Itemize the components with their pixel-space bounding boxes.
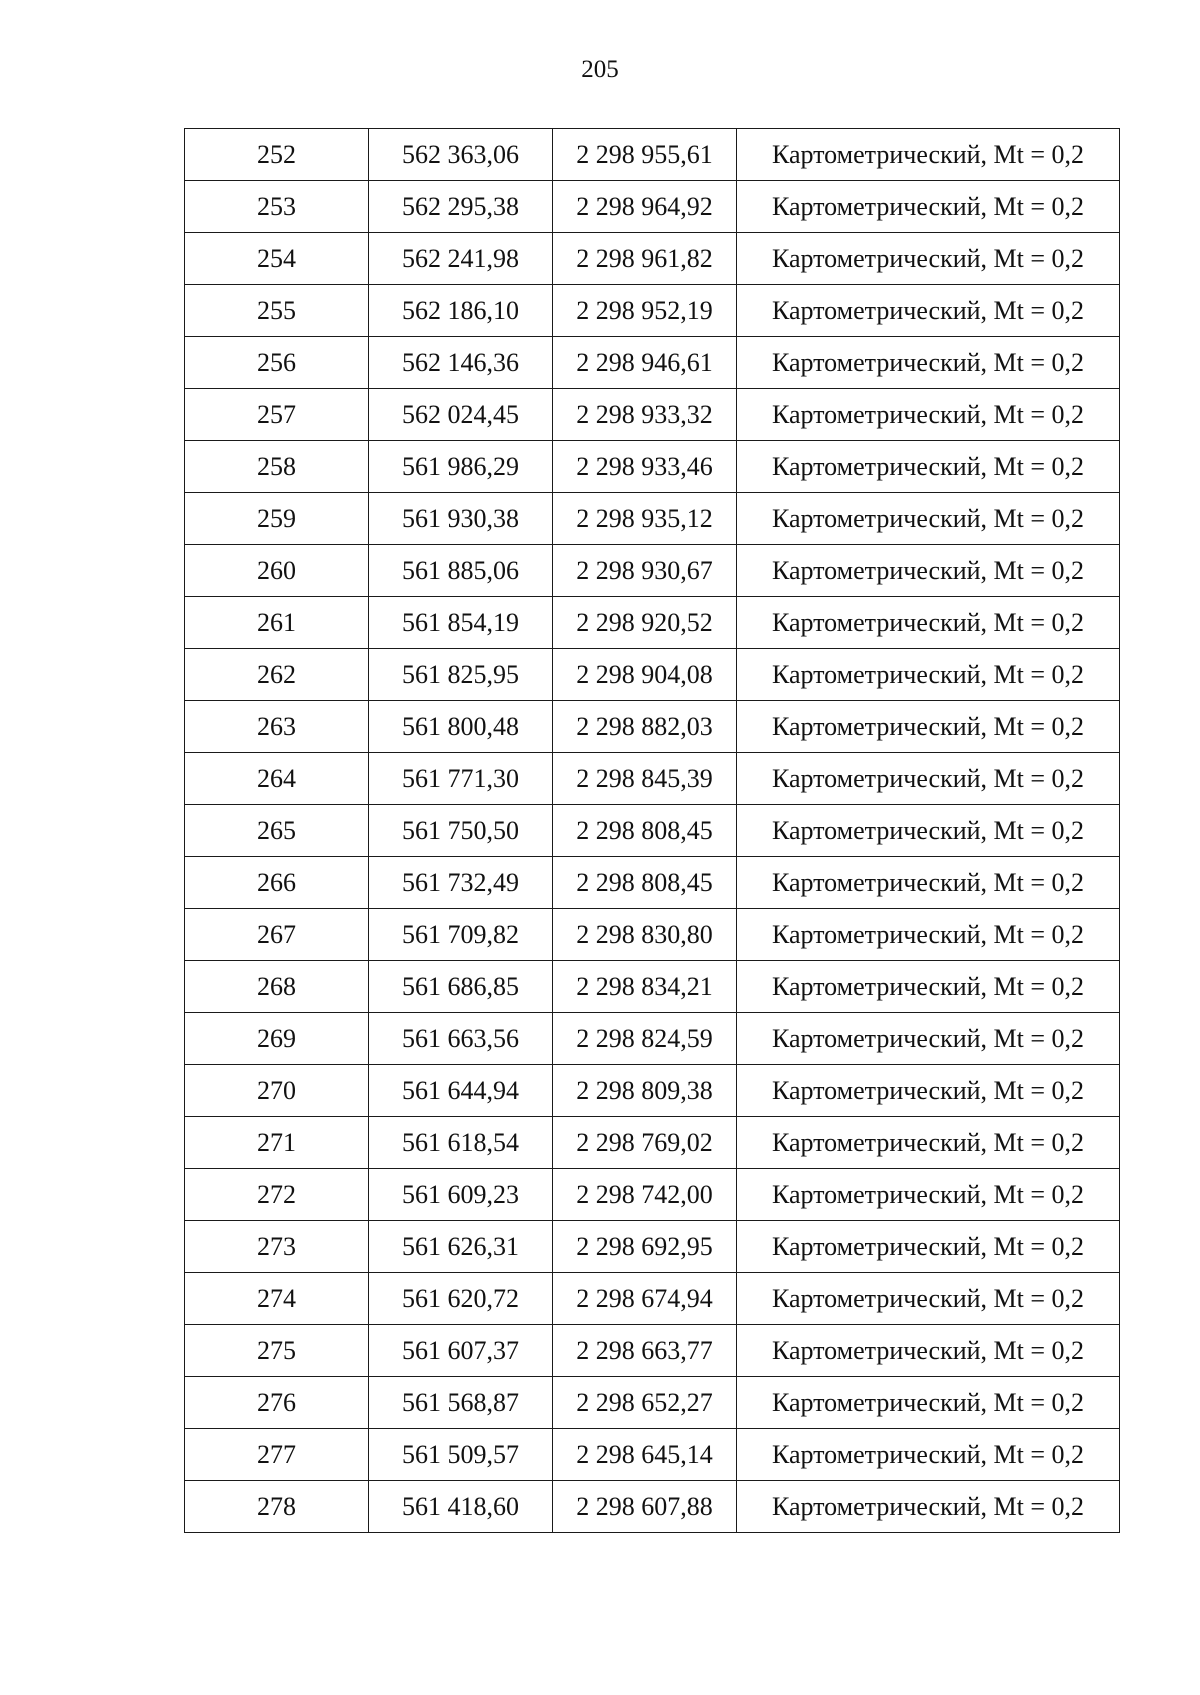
cell-method: Картометрический, Mt = 0,2 — [737, 649, 1120, 701]
cell-coordinate-y: 2 298 952,19 — [553, 285, 737, 337]
cell-method: Картометрический, Mt = 0,2 — [737, 493, 1120, 545]
cell-method: Картометрический, Mt = 0,2 — [737, 1169, 1120, 1221]
cell-coordinate-y: 2 298 692,95 — [553, 1221, 737, 1273]
cell-point-number: 266 — [185, 857, 369, 909]
cell-coordinate-x: 562 295,38 — [369, 181, 553, 233]
cell-coordinate-x: 561 709,82 — [369, 909, 553, 961]
cell-coordinate-y: 2 298 674,94 — [553, 1273, 737, 1325]
cell-coordinate-y: 2 298 830,80 — [553, 909, 737, 961]
cell-method: Картометрический, Mt = 0,2 — [737, 961, 1120, 1013]
cell-method: Картометрический, Mt = 0,2 — [737, 597, 1120, 649]
cell-coordinate-x: 561 620,72 — [369, 1273, 553, 1325]
cell-coordinate-x: 561 825,95 — [369, 649, 553, 701]
table-row — [185, 1013, 1120, 1065]
table-row — [185, 181, 1120, 233]
cell-point-number: 277 — [185, 1429, 369, 1481]
cell-method: Картометрический, Mt = 0,2 — [737, 545, 1120, 597]
cell-coordinate-y: 2 298 946,61 — [553, 337, 737, 389]
cell-coordinate-y: 2 298 663,77 — [553, 1325, 737, 1377]
cell-point-number: 255 — [185, 285, 369, 337]
cell-method: Картометрический, Mt = 0,2 — [737, 753, 1120, 805]
cell-method: Картометрический, Mt = 0,2 — [737, 805, 1120, 857]
cell-coordinate-x: 561 771,30 — [369, 753, 553, 805]
cell-coordinate-x: 561 986,29 — [369, 441, 553, 493]
cell-coordinate-y: 2 298 882,03 — [553, 701, 737, 753]
cell-point-number: 274 — [185, 1273, 369, 1325]
cell-coordinate-x: 561 930,38 — [369, 493, 553, 545]
cell-coordinate-x: 561 618,54 — [369, 1117, 553, 1169]
cell-point-number: 256 — [185, 337, 369, 389]
cell-method: Картометрический, Mt = 0,2 — [737, 1221, 1120, 1273]
table-row — [185, 857, 1120, 909]
cell-method: Картометрический, Mt = 0,2 — [737, 233, 1120, 285]
cell-coordinate-x: 561 418,60 — [369, 1481, 553, 1533]
cell-coordinate-x: 562 146,36 — [369, 337, 553, 389]
cell-point-number: 270 — [185, 1065, 369, 1117]
table-row — [185, 909, 1120, 961]
cell-point-number: 276 — [185, 1377, 369, 1429]
cell-method: Картометрический, Mt = 0,2 — [737, 1065, 1120, 1117]
table-row — [185, 441, 1120, 493]
table-row — [185, 1273, 1120, 1325]
cell-coordinate-x: 561 663,56 — [369, 1013, 553, 1065]
cell-coordinate-y: 2 298 955,61 — [553, 129, 737, 181]
cell-point-number: 268 — [185, 961, 369, 1013]
table-row — [185, 337, 1120, 389]
cell-coordinate-x: 561 732,49 — [369, 857, 553, 909]
table-row — [185, 961, 1120, 1013]
cell-coordinate-x: 561 509,57 — [369, 1429, 553, 1481]
table-row — [185, 1325, 1120, 1377]
cell-point-number: 262 — [185, 649, 369, 701]
cell-coordinate-y: 2 298 930,67 — [553, 545, 737, 597]
cell-coordinate-y: 2 298 920,52 — [553, 597, 737, 649]
cell-coordinate-y: 2 298 808,45 — [553, 857, 737, 909]
page-number: 205 — [581, 56, 619, 83]
cell-coordinate-x: 562 186,10 — [369, 285, 553, 337]
table-row — [185, 1117, 1120, 1169]
cell-coordinate-y: 2 298 809,38 — [553, 1065, 737, 1117]
cell-method: Картометрический, Mt = 0,2 — [737, 1273, 1120, 1325]
cell-coordinate-x: 561 854,19 — [369, 597, 553, 649]
cell-method: Картометрический, Mt = 0,2 — [737, 389, 1120, 441]
cell-point-number: 265 — [185, 805, 369, 857]
cell-coordinate-x: 561 607,37 — [369, 1325, 553, 1377]
cell-coordinate-x: 561 885,06 — [369, 545, 553, 597]
table-row — [185, 1221, 1120, 1273]
cell-method: Картометрический, Mt = 0,2 — [737, 1013, 1120, 1065]
cell-coordinate-y: 2 298 808,45 — [553, 805, 737, 857]
cell-point-number: 275 — [185, 1325, 369, 1377]
cell-coordinate-x: 562 024,45 — [369, 389, 553, 441]
cell-coordinate-x: 561 568,87 — [369, 1377, 553, 1429]
cell-method: Картометрический, Mt = 0,2 — [737, 1377, 1120, 1429]
cell-coordinate-y: 2 298 933,32 — [553, 389, 737, 441]
cell-point-number: 264 — [185, 753, 369, 805]
cell-coordinate-y: 2 298 742,00 — [553, 1169, 737, 1221]
table-row — [185, 389, 1120, 441]
cell-point-number: 252 — [185, 129, 369, 181]
coordinates-table — [184, 128, 1120, 1533]
cell-method: Картометрический, Mt = 0,2 — [737, 701, 1120, 753]
cell-coordinate-x: 561 686,85 — [369, 961, 553, 1013]
cell-point-number: 269 — [185, 1013, 369, 1065]
table-row — [185, 493, 1120, 545]
table-row — [185, 649, 1120, 701]
cell-point-number: 253 — [185, 181, 369, 233]
cell-coordinate-y: 2 298 769,02 — [553, 1117, 737, 1169]
cell-coordinate-y: 2 298 824,59 — [553, 1013, 737, 1065]
cell-point-number: 278 — [185, 1481, 369, 1533]
table-row — [185, 1169, 1120, 1221]
coordinates-table-body — [185, 129, 1120, 1533]
cell-coordinate-x: 562 241,98 — [369, 233, 553, 285]
cell-method: Картометрический, Mt = 0,2 — [737, 337, 1120, 389]
table-row — [185, 701, 1120, 753]
cell-method: Картометрический, Mt = 0,2 — [737, 181, 1120, 233]
table-row — [185, 1481, 1120, 1533]
table-row — [185, 805, 1120, 857]
cell-point-number: 261 — [185, 597, 369, 649]
cell-coordinate-x: 561 626,31 — [369, 1221, 553, 1273]
cell-coordinate-y: 2 298 645,14 — [553, 1429, 737, 1481]
cell-method: Картометрический, Mt = 0,2 — [737, 909, 1120, 961]
cell-method: Картометрический, Mt = 0,2 — [737, 441, 1120, 493]
cell-point-number: 257 — [185, 389, 369, 441]
cell-coordinate-x: 561 800,48 — [369, 701, 553, 753]
cell-method: Картометрический, Mt = 0,2 — [737, 1325, 1120, 1377]
table-row — [185, 129, 1120, 181]
cell-method: Картометрический, Mt = 0,2 — [737, 1481, 1120, 1533]
cell-point-number: 263 — [185, 701, 369, 753]
cell-method: Картометрический, Mt = 0,2 — [737, 1429, 1120, 1481]
cell-method: Картометрический, Mt = 0,2 — [737, 1117, 1120, 1169]
cell-point-number: 258 — [185, 441, 369, 493]
cell-coordinate-x: 561 750,50 — [369, 805, 553, 857]
cell-coordinate-y: 2 298 935,12 — [553, 493, 737, 545]
cell-point-number: 254 — [185, 233, 369, 285]
cell-coordinate-x: 561 644,94 — [369, 1065, 553, 1117]
table-row — [185, 1065, 1120, 1117]
table-row — [185, 285, 1120, 337]
cell-coordinate-y: 2 298 933,46 — [553, 441, 737, 493]
cell-coordinate-y: 2 298 904,08 — [553, 649, 737, 701]
cell-coordinate-y: 2 298 834,21 — [553, 961, 737, 1013]
table-row — [185, 1429, 1120, 1481]
cell-point-number: 272 — [185, 1169, 369, 1221]
cell-point-number: 271 — [185, 1117, 369, 1169]
table-row — [185, 753, 1120, 805]
cell-point-number: 273 — [185, 1221, 369, 1273]
cell-coordinate-x: 561 609,23 — [369, 1169, 553, 1221]
cell-coordinate-y: 2 298 964,92 — [553, 181, 737, 233]
table-row — [185, 545, 1120, 597]
table-row — [185, 233, 1120, 285]
cell-coordinate-x: 562 363,06 — [369, 129, 553, 181]
cell-coordinate-y: 2 298 961,82 — [553, 233, 737, 285]
cell-coordinate-y: 2 298 652,27 — [553, 1377, 737, 1429]
cell-coordinate-y: 2 298 607,88 — [553, 1481, 737, 1533]
cell-point-number: 267 — [185, 909, 369, 961]
table-row — [185, 597, 1120, 649]
cell-coordinate-y: 2 298 845,39 — [553, 753, 737, 805]
cell-point-number: 259 — [185, 493, 369, 545]
cell-method: Картометрический, Mt = 0,2 — [737, 857, 1120, 909]
cell-method: Картометрический, Mt = 0,2 — [737, 129, 1120, 181]
cell-point-number: 260 — [185, 545, 369, 597]
table-row — [185, 1377, 1120, 1429]
cell-method: Картометрический, Mt = 0,2 — [737, 285, 1120, 337]
